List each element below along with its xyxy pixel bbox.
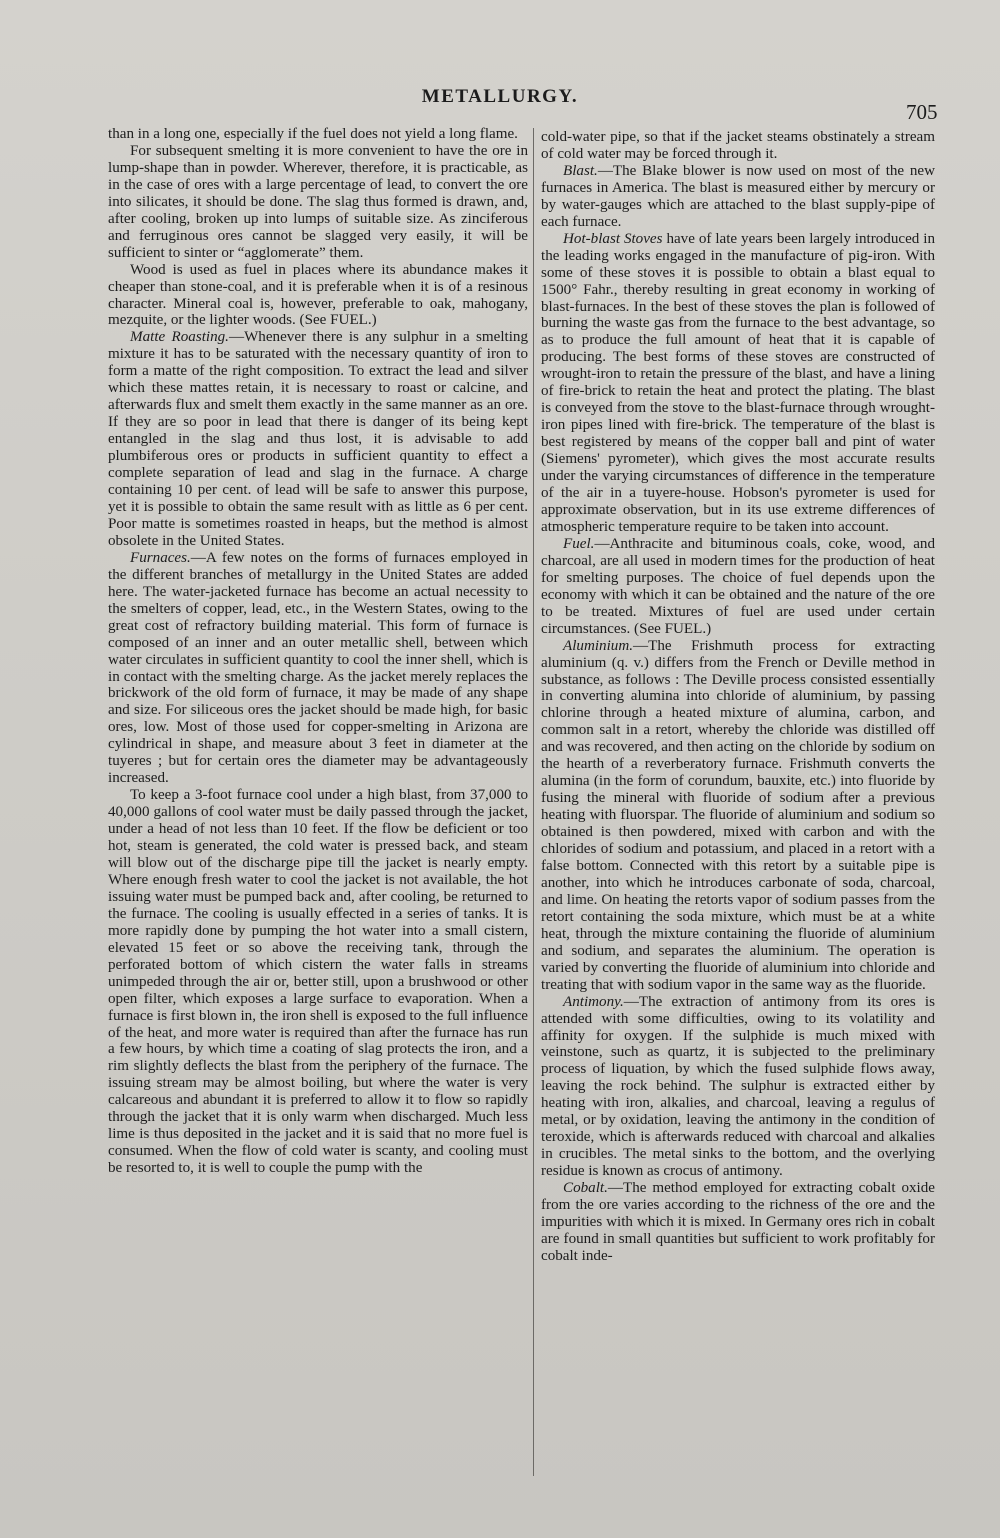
paragraph bbox=[541, 994, 935, 1180]
paragraph bbox=[541, 163, 935, 231]
paragraph-text: —Anthracite and bituminous coals, coke, wood, and charcoal, are all used in modern times for the production of heat for smelting purposes. The choice of fuel depends upon the economy with which it can be obtained and the nature of the ore to be treated. Mixtures of fuel are used under certain circumstances. (See FUEL.) bbox=[541, 535, 935, 637]
paragraph bbox=[541, 536, 935, 638]
paragraph bbox=[108, 143, 528, 262]
column-divider bbox=[533, 128, 534, 1476]
paragraph-text: —The extraction of antimony from its ores is attended with some difficulties, owing to its volatility and affinity for oxygen. If the sulphide is much mixed with veinstone, such as quartz, it is subjected to the preliminary process of liquation, by which the fused sulphide flows away, leaving the rock behind. The sulphur is extracted either by heating with iron, alkalies, and charcoal, leaving a regulus of metal, or by oxidation, leaving the antimony in the condition of teroxide, which is afterwards reduced with charcoal and alkalies in crucibles. The metal sinks to the bottom, and the overlying residue is known as crocus of antimony. bbox=[541, 993, 935, 1180]
paragraph bbox=[108, 329, 528, 549]
paragraph-heading: Cobalt. bbox=[563, 1180, 608, 1197]
paragraph-text: —The method employed for extracting cobalt oxide from the ore varies according to the richness of the ore and the impurities with which it is mixed. In Germany ores rich in cobalt are found in small quantities but sufficient to work profitably for cobalt inde- bbox=[541, 1180, 935, 1264]
paragraph-text: have of late years been largely introduced in the leading works engaged in the manufacture of pig-iron. With some of these stoves it is possible to obtain a blast equal to 1500° Fahr., thereby resulting in great economy in working of blast-furnaces. In the best of these stoves the plan is followed of burning the waste gas from the furnace to the best advantage, so as to produce the full amount of heat that it is capable of producing. The best forms of these stoves are constructed of wrought-iron to retain the pressure of the blast, and have a lining of fire-brick to retain the heat and protect the plating. The blast is conveyed from the stove to the blast-furnace through wrought-iron pipes lined with fire-brick. The temperature of the blast is best registered by means of the copper ball and pint of water (Siemens' pyrometer), which gives the most accurate results under the varying circumstances of difference in the temperature of the air in a tuyere-house. Hobson's pyrometer is used for approximate observation, but in its use extreme differences of atmospheric temperature require to be taken into account. bbox=[541, 230, 936, 535]
paragraph-heading: Fuel. bbox=[563, 535, 595, 552]
paragraph-text: —The Frishmuth process for extracting aluminium (q. v.) differs from the French or Deville method in substance, as follows : The Deville process consisted essentially in converting alumina into chloride of aluminium, by passing chlorine through a heated mixture of alumina, carbon, and common salt in a retort, whereby the chloride was distilled off and was recovered, and then acting on the chloride by sodium on the hearth of a reverberatory furnace. Frishmuth converts the alumina (in the form of corundum, bauxite, etc.) into fluoride by fusing the mineral with fluoride of sodium after a previous heating with fluorspar. The fluoride of aluminium and sodium so obtained is then powdered, mixed with carbon and with the chlorides of sodium and potassium, and placed in a retort with a false bottom. Connected with this retort by a suitable pipe is another, into which he introduces carbonate of soda, charcoal, and lime. On heating the retorts vapor of sodium passes from the retort containing the soda mixture, which must be at a white heat, through the mixture containing the fluoride of aluminium and sodium, and separates the aluminium. The operation is varied by converting the fluoride of aluminium into chloride and treating that with sodium vapor in the same way as the fluoride. bbox=[541, 637, 935, 993]
paragraph-text: cold-water pipe, so that if the jacket steams obstinately a stream of cold water may be forced through it. bbox=[541, 129, 935, 162]
right-column bbox=[541, 129, 935, 1265]
paragraph bbox=[541, 129, 935, 163]
paragraph-heading: Blast. bbox=[563, 162, 598, 179]
paragraph bbox=[541, 638, 935, 994]
paragraph bbox=[108, 262, 528, 330]
running-head: METALLURGY. bbox=[421, 86, 579, 107]
paragraph-text: For subsequent smelting it is more convenient to have the ore in lump-shape than in powder. Wherever, therefore, it is practicable, as in the case of ores with a large percentage of lead, to convert the ore into silicates, it should be done. The slag thus formed is drawn, and, after cooling, broken up into lumps of suitable size. As zinciferous and ferruginous ores cannot be slagged very easily, it will be sufficient to sinter or “agglomerate” them. bbox=[108, 142, 528, 261]
paragraph bbox=[108, 126, 528, 143]
paragraph-text: To keep a 3-foot furnace cool under a high blast, from 37,000 to 40,000 gallons of cool water must be daily passed through the jacket, under a head of not less than 10 feet. If the flow be deficient or too hot, steam is generated, the cold water is pressed back, and steam will blow out of the discharge pipe till the jacket is nearly empty. Where enough fresh water to cool the jacket is not available, the hot issuing water must be pumped back and, after cooling, be returned to the furnace. The cooling is usually effected in a series of tanks. It is more rapidly done by pumping the hot water into a small cistern, elevated 15 feet or so above the receiving tank, through the perforated bottom of which cistern the water falls in streams unimpeded through the air or, better still, upon a brushwood or other open filter, which exposes a large surface to evaporation. When a furnace is first blown in, the iron shell is exposed to the full influence of the heat, and more water is required than after the furnace has run a few hours, by which time a coating of slag protects the iron, and a rim slightly deflects the blast from the periphery of the furnace. The issuing stream may be almost boiling, but where the water is very calcareous and abundant it is preferred to allow it to flow so rapidly through the jacket that it is only warm when discharged. Much less lime is thus deposited in the jacket and it is said that no more fuel is consumed. When the flow of cold water is scanty, and cooling must be resorted to, it is well to couple the pump with the bbox=[108, 787, 529, 1177]
paragraph-heading: Hot-blast Stoves bbox=[563, 230, 663, 247]
paragraph bbox=[108, 787, 528, 1177]
paragraph-text: —Whenever there is any sulphur in a smelting mixture it has to be saturated with the necessary quantity of iron to form a matte of the right composition. To extract the lead and silver which these mattes retain, it is necessary to roast or calcine, and afterwards flux and smelt them exactly in the same manner as an ore. If they are so poor in lead that there is danger of its being kept entangled in the slag and thus lost, it is advisable to add plumbiferous ores or products in sufficient quantity to effect a complete separation of lead and slag in the furnace. A charge containing 10 per cent. of lead will be safe to answer this purpose, yet it is possible to obtain the same result with as little as 6 per cent. Poor matte is sometimes roasted in heaps, but the method is almost obsolete in the United States. bbox=[108, 329, 528, 549]
paragraph-text: —The Blake blower is now used on most of the new furnaces in America. The blast is measured either by mercury or by water-gauges which are attached to the blast supply-pipe of each furnace. bbox=[541, 162, 935, 230]
paragraph-heading: Matte Roasting. bbox=[130, 329, 229, 346]
paragraph bbox=[541, 1180, 935, 1265]
paragraph-heading: Antimony. bbox=[563, 993, 624, 1010]
paragraph-heading: Aluminium. bbox=[563, 637, 634, 654]
paragraph bbox=[541, 231, 935, 536]
left-column bbox=[108, 126, 528, 1177]
paragraph-text: than in a long one, especially if the fuel does not yield a long flame. bbox=[108, 126, 518, 142]
paragraph-text: Wood is used as fuel in places where its abundance makes it cheaper than stone-coal, and it is preferable when it is of a resinous character. Mineral coal is, however, preferable to oak, mahogany, mezquite, or the lighter woods. (See FUEL.) bbox=[108, 261, 528, 329]
paragraph bbox=[108, 550, 528, 787]
paragraph-text: —A few notes on the forms of furnaces employed in the different branches of metallurgy in the United States are added here. The water-jacketed furnace has become an actual necessity to the smelters of copper, lead, etc., in the Western States, owing to the great cost of refractory building material. This form of furnace is composed of an inner and an outer metallic shell, between which water circulates in sufficient quantity to cool the inner shell, which is in contact with the smelting charge. As the jacket merely replaces the brickwork of the old form of furnace, it may be made of any shape and size. For siliceous ores the jacket should be made high, for basic ores, low. Most of those used for copper-smelting in Arizona are cylindrical in shape, and measure about 3 feet in diameter at the tuyeres ; but for certain ores the diameter may be advantageously increased. bbox=[108, 549, 528, 787]
paragraph-heading: Furnaces. bbox=[130, 549, 191, 566]
page-number: 705 bbox=[906, 100, 938, 124]
